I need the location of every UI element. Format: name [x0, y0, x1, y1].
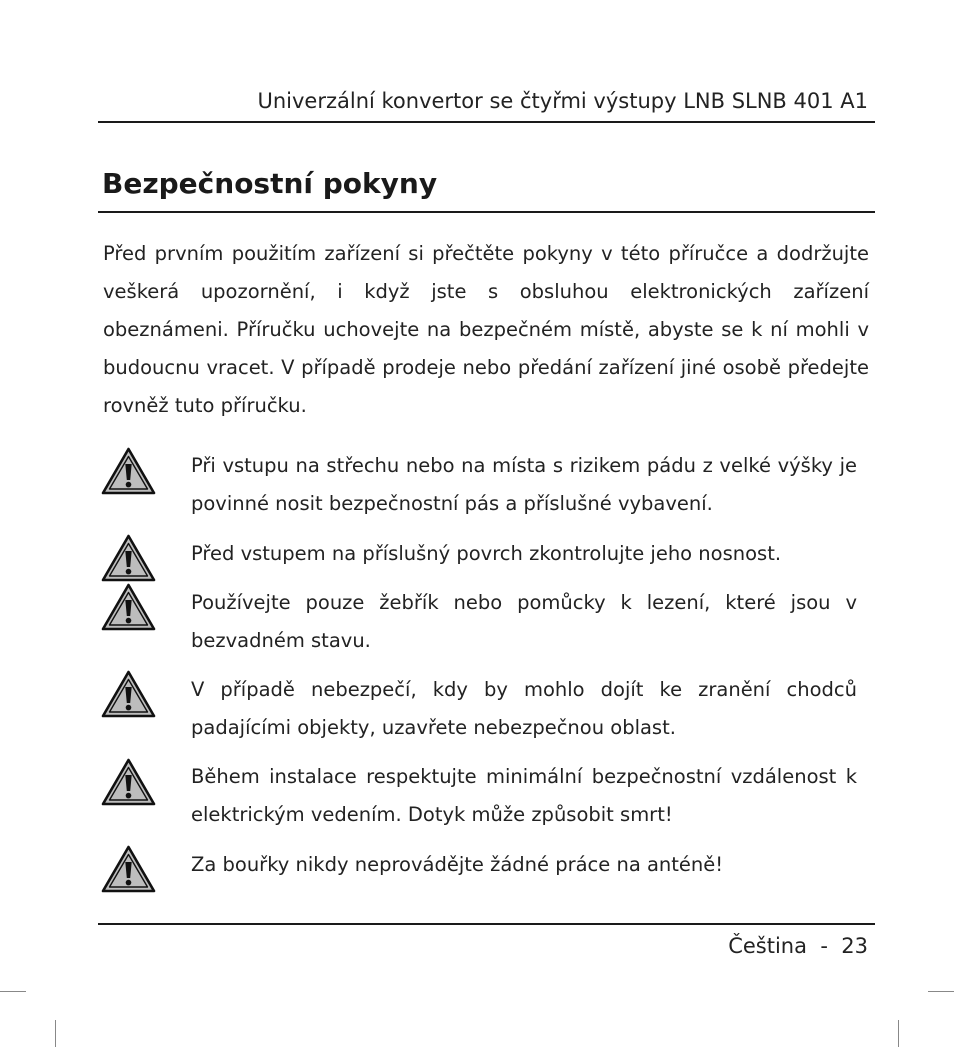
footer-rule: [98, 923, 875, 925]
warning-text: Před vstupem na příslušný povrch zkontrolujte jeho nosnost.: [191, 542, 782, 565]
intro-paragraph: Před prvním použitím zařízení si přečtěte pokyny v této příručce a dodržujte veškerá upozornění, i když jste s obsluhou elektronických zařízení obeznámeni. Příručku uchovejte na bezpečném místě, abyste se k ní mohli v budoucnu vracet. V případě prodeje nebo předání zařízení jiné osobě předejte rovněž tuto příručku.: [103, 242, 869, 417]
warning-text: Při vstupu na střechu nebo na místa s rizikem pádu z velké výšky je povinné nosit bezpečnostní pás a příslušné vybavení.: [191, 454, 857, 515]
warning-triangle-icon: [101, 758, 156, 806]
crop-mark: [0, 991, 26, 992]
warning-triangle-icon: [101, 447, 156, 495]
warning-triangle-icon: [101, 845, 156, 893]
crop-mark: [928, 991, 954, 992]
warning-text: V případě nebezpečí, kdy by mohlo dojít ke zranění chodců padajícími objekty, uzavřete nebezpečnou oblast.: [191, 678, 857, 739]
crop-mark: [898, 1020, 899, 1047]
running-header: Univerzální konvertor se čtyřmi výstupy LNB SLNB 401 A1: [257, 89, 868, 113]
crop-mark: [55, 1020, 56, 1047]
warning-triangle-icon: [101, 670, 156, 718]
page-number: Čeština - 23: [728, 934, 868, 958]
warning-text: Za bouřky nikdy neprovádějte žádné práce na anténě!: [191, 853, 724, 876]
warning-text: Používejte pouze žebřík nebo pomůcky k lezení, které jsou v bezvadném stavu.: [191, 591, 857, 652]
warning-text: Během instalace respektujte minimální bezpečnostní vzdálenost k elektrickým vedením. Dotyk může způsobit smrt!: [191, 765, 857, 826]
warning-triangle-icon: [101, 534, 156, 582]
section-title: Bezpečnostní pokyny: [102, 167, 438, 200]
header-rule: [98, 121, 875, 123]
title-rule: [98, 211, 875, 213]
warning-triangle-icon: [101, 583, 156, 631]
